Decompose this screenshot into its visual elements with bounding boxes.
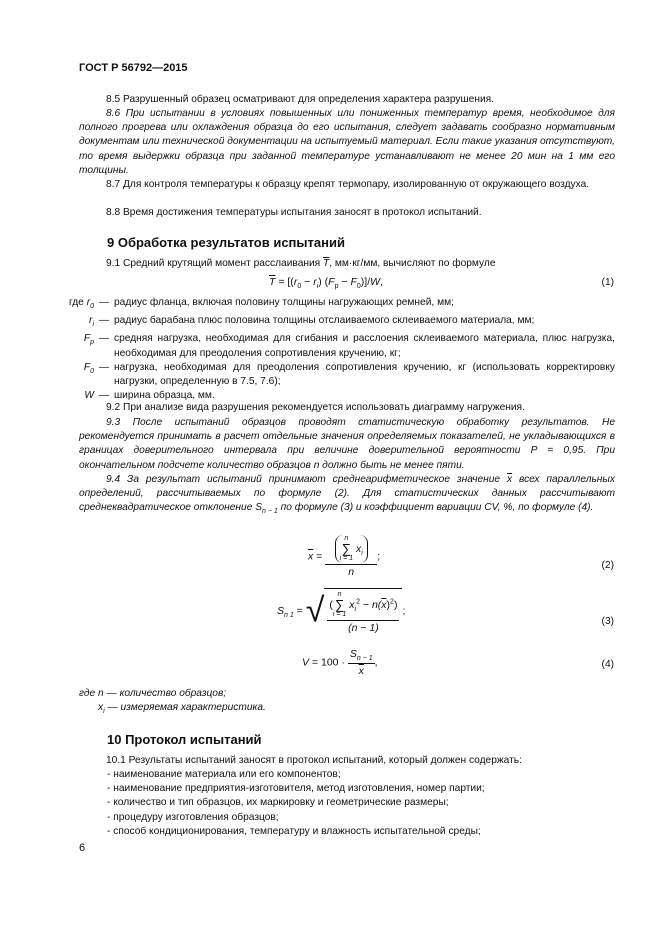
formula-4-number: (4) bbox=[601, 659, 614, 670]
paragraph-8-7: 8.7 Для контроля температуры к образцу крепят термопару, изолированную от окружающего воздуха. bbox=[106, 179, 590, 190]
document-code: ГОСТ Р 56792—2015 bbox=[79, 62, 188, 74]
formula-1: $\overline{T} = [(r_0 - r_i) (F_р - F_0)]/W$, bbox=[269, 276, 383, 291]
paragraph-10-1: 10.1 Результаты испытаний заносят в протокол испытаний, который должен содержать: bbox=[106, 755, 522, 766]
paragraph-8-8: 8.8 Время достижения температуры испытания заносят в протокол испытаний. bbox=[106, 207, 482, 218]
section-10-title: 10 Протокол испытаний bbox=[107, 732, 262, 747]
protocol-list bbox=[107, 768, 485, 839]
legend-item: $F_р$ — средняя нагрузка, необходимая для сгибания и расслоения склеиваемого материала, плюс нагрузка, необходимая для преодоления сопротивления кручению, кг; bbox=[83, 333, 615, 359]
legend-item: $x_i$ — измеряемая характеристика. bbox=[98, 702, 266, 716]
formula-2-number: (2) bbox=[601, 560, 614, 571]
paragraph-9-2: 9.2 При анализе вида разрушения рекомендуется использовать диаграмму нагружения. bbox=[106, 402, 525, 413]
paragraph-9-4: 9.4 За результат испытаний принимают среднеарифметическое значение $\overline{x}$ всех параллельных определений, рассчитываемых по формуле (2). Для статистических данных рассчитывают среднеквадратическое отклонение $S_{n - 1}$ по формуле (3) и коэффициент вариации CV, %, по формуле (4). bbox=[79, 474, 615, 516]
section-9-title: 9 Обработка результатов испытаний bbox=[107, 235, 345, 250]
formula-4: V = 100 · $\frac{S_{n - 1}}{x}$ , bbox=[302, 648, 378, 678]
legend-item: где n — количество образцов; bbox=[79, 688, 227, 699]
list-item: - наименование материала или его компонентов; bbox=[107, 769, 341, 780]
formula-1-number: (1) bbox=[601, 277, 614, 288]
formula-3-number: (3) bbox=[601, 616, 614, 627]
paragraph-9-1: 9.1 Средний крутящий момент расслаивания $\overline{T}$, мм·кг/мм, вычисляют по формуле bbox=[106, 258, 496, 269]
paragraph-9-3: 9.3 После испытаний образцов проводят статистическую обработку результатов. Не рекомендуется принимать в расчет отдельные значения определяемых показателей, не укладывающихся в границах доверительного интервала при величине доверительной вероятности P = 0,95. При окончательном подсчете количество образцов n должно быть не менее пяти. bbox=[79, 417, 615, 471]
legend-item: W — ширина образца, мм. bbox=[84, 390, 215, 402]
legend-item: $r_i$ — радиус барабана плюс половина толщины отслаиваемого склеиваемого материала, мм; bbox=[89, 315, 535, 329]
paragraph-8-6: 8.6 При испытании в условиях повышенных или пониженных температур время, необходимое для полного прогрева или охлаждения образца до его испытания, следует задавать сообразно нормативным документам или технической документации на испытуемый материал. Если такие указания отсутствуют, то время выдержки образца при заданной температуре устанавливают не менее 20 мин на 1 мм его толщины. bbox=[79, 108, 615, 176]
legend-formula-2-4 bbox=[79, 687, 266, 719]
legend-item: $F_0$ — нагрузка, необходимая для преодоления сопротивления кручению, кг (использовать корректировку нагрузки, определенную в 7.5, 7.6); bbox=[83, 361, 615, 388]
list-item: - количество и тип образцов, их маркировку и геометрические размеры; bbox=[107, 797, 449, 809]
list-item: - способ кондиционирования, температуру и влажность испытательной среды; bbox=[107, 825, 481, 837]
legend-item: где $r_0$ — радиус фланца, включая половину толщины нагружающих ремней, мм; bbox=[68, 297, 454, 311]
list-item: - процедуру изготовления образцов; bbox=[107, 811, 279, 823]
paragraph-8-5: 8.5 Разрушенный образец осматривают для определения характера разрушения. bbox=[106, 94, 494, 105]
legend-formula-1 bbox=[45, 296, 615, 408]
list-item: - наименование предприятия-изготовителя, метод изготовления, номер партии; bbox=[107, 783, 485, 795]
formula-3: $S_{n 1}$ = √ ( n ∑ i = 1 $x_i^2 - n(\overline{x})^2$) (n − 1) ; bbox=[277, 588, 405, 634]
formula-2: $\overline{x}$ = n ∑ i = 1 $x_i$ n ; bbox=[308, 535, 381, 578]
page-number: 6 bbox=[79, 842, 86, 854]
